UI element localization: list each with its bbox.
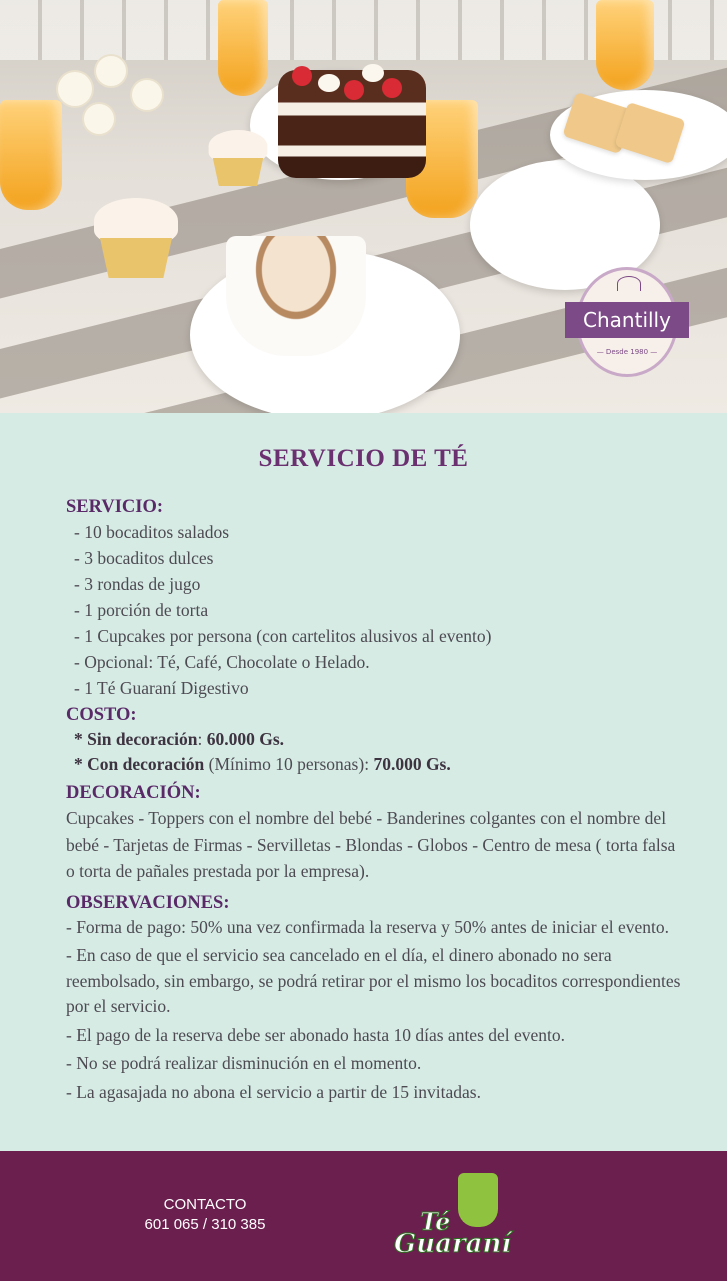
list-item: - En caso de que el servicio sea cancelado en el día, el dinero abonado no sera reembolsado, sin embargo, se podrá retirar por el mismo los bocaditos correspondientes por el servicio. [66,945,681,1016]
list-item: - 1 Té Guaraní Digestivo [74,678,249,698]
te-guarani-logo [392,1169,522,1265]
contact-phones: 601 065 / 310 385 [144,1216,266,1233]
rose [58,72,92,106]
footer [0,1151,727,1281]
list-item: - 1 Cupcakes por persona (con cartelitos alusivos al evento) [74,626,492,646]
servicio-list [66,519,686,701]
strawberry [292,66,312,86]
cupcake [204,130,271,186]
cupcake [88,198,184,278]
list-item: - El pago de la reserva debe ser abonado hasta 10 días antes del evento. [66,1024,566,1045]
juice-glass [218,0,268,96]
price-label: * Con decoración [74,754,205,774]
rose [96,56,126,86]
decoracion-text: Cupcakes - Toppers con el nombre del bebé - Banderines colgantes con el nombre del bebé - Tarjetas de Firmas - Servilletas - Blondas - Globos - Centro de mesa ( torta falsa o torta de pañales prestada por la empresa). [66,808,676,881]
costo-list [66,727,686,777]
list-item: - 3 rondas de jugo [74,574,201,594]
observaciones-heading: OBSERVACIONES: [66,892,230,913]
rose [84,104,114,134]
list-item: - No se podrá realizar disminución en el momento. [66,1053,422,1073]
list-item: - 1 porción de torta [74,600,209,620]
logo-since: — Desde 1980 — [596,348,658,356]
page-title: SERVICIO DE TÉ [258,445,469,472]
rose [132,80,162,110]
observaciones-list [66,915,686,1106]
costo-heading: COSTO: [66,705,137,725]
chantilly-logo [565,262,689,382]
cream-dollop [318,74,340,92]
hero-photo [0,0,727,413]
price-value: 70.000 Gs. [373,754,451,774]
brand-line2: Guaraní [394,1229,512,1259]
contact-label: CONTACTO [163,1196,247,1213]
list-item: - 3 bocaditos dulces [74,548,214,568]
list-item: - Forma de pago: 50% una vez confirmada la reserva y 50% antes de iniciar el evento. [66,916,670,937]
price-value: 60.000 Gs. [206,729,285,749]
cream-dollop [362,64,384,82]
llama-icon [458,1173,498,1227]
list-item: - La agasajada no abona el servicio a partir de 15 invitadas. [66,1081,481,1102]
service-info [0,413,727,1151]
juice-glass [596,0,654,90]
price-separator: : [197,729,207,749]
strawberry [382,78,402,98]
price-sin-decoracion [74,727,686,752]
strawberry [344,80,364,100]
brand-line1: Té [420,1207,451,1236]
list-item: - Opcional: Té, Café, Chocolate o Helado. [74,652,370,672]
price-con-decoracion [74,752,686,777]
price-note: (Mínimo 10 personas): [204,754,374,774]
cappuccino-cup [226,236,366,356]
contact-block [120,1195,290,1235]
servicio-heading: SERVICIO: [66,497,164,517]
juice-glass [0,100,62,210]
price-label: * Sin decoración [74,729,198,749]
list-item: - 10 bocaditos salados [74,522,230,542]
service-body [66,495,686,1108]
logo-name: Chantilly [565,302,689,338]
decoracion-heading: DECORACIÓN: [66,783,201,803]
